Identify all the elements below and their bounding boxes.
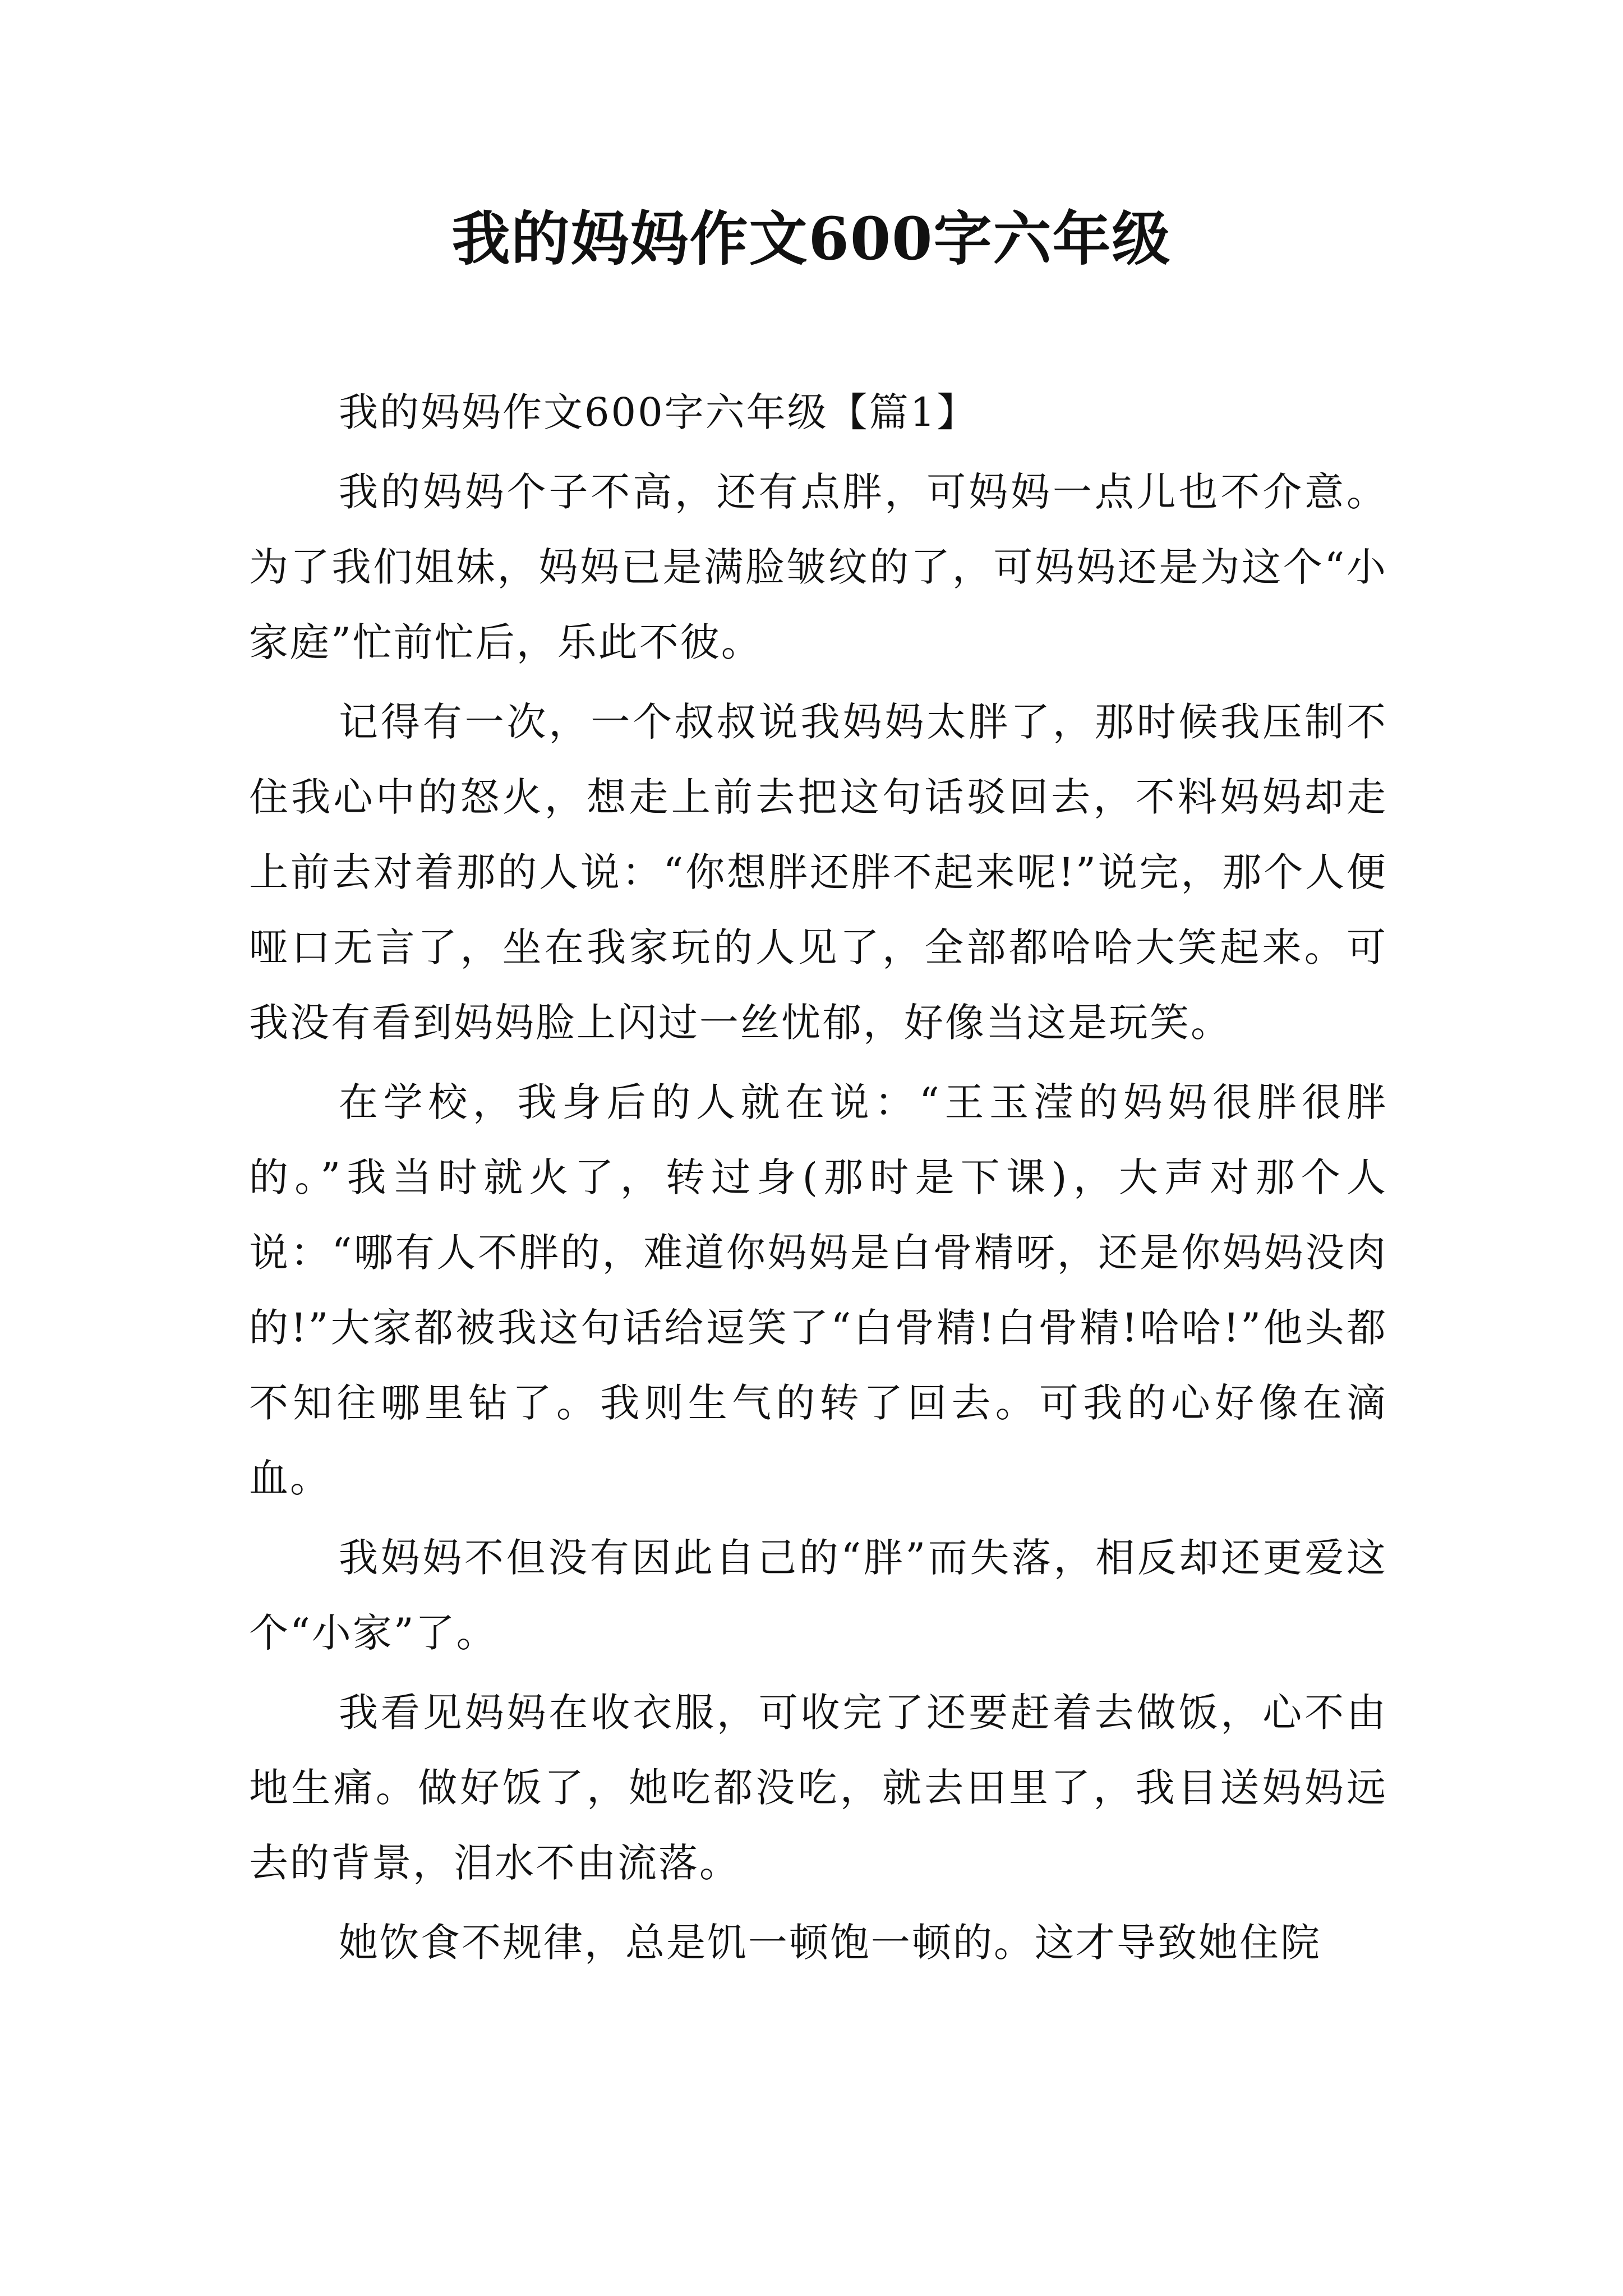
paragraph-6: 她饮食不规律，总是饥一顿饱一顿的。这才导致她住院 <box>339 1920 1321 1966</box>
paragraph-4: 我妈妈不但没有因此自己的“胖”而失落，相反却还更爱这个“小家”了。 <box>249 1535 1387 1656</box>
section-heading: 我的妈妈作文600字六年级【篇1】 <box>339 389 978 435</box>
paragraph-3: 在学校，我身后的人就在说：“王玉滢的妈妈很胖很胖的。”我当时就火了，转过身(那时是下课)，大声对那个人说：“哪有人不胖的，难道你妈妈是白骨精呀，还是你妈妈没肉的!”大家都被我这句话给逗笑了“白骨精!白骨精!哈哈!”他头都不知往哪里钻了。我则生气的转了回去。可我的心好像在滴血。 <box>249 1079 1387 1501</box>
paragraph-5: 我看见妈妈在收衣服，可收完了还要赶着去做饭，心不由地生痛。做好饭了，她吃都没吃，就去田里了，我目送妈妈远去的背景，泪水不由流落。 <box>249 1690 1387 1886</box>
document-title: 我的妈妈作文600字六年级 <box>451 204 1172 273</box>
paragraph-2: 记得有一次，一个叔叔说我妈妈太胖了，那时候我压制不住我心中的怒火，想走上前去把这句话驳回去，不料妈妈却走上前去对着那的人说：“你想胖还胖不起来呢!”说完，那个人便哑口无言了，坐在我家玩的人见了，全部都哈哈大笑起来。可我没有看到妈妈脸上闪过一丝忧郁，好像当这是玩笑。 <box>249 699 1387 1046</box>
document-body <box>249 375 1387 1985</box>
paragraph-1: 我的妈妈个子不高，还有点胖，可妈妈一点儿也不介意。为了我们姐妹，妈妈已是满脸皱纹的了，可妈妈还是为这个“小家庭”忙前忙后，乐此不彼。 <box>249 469 1387 665</box>
